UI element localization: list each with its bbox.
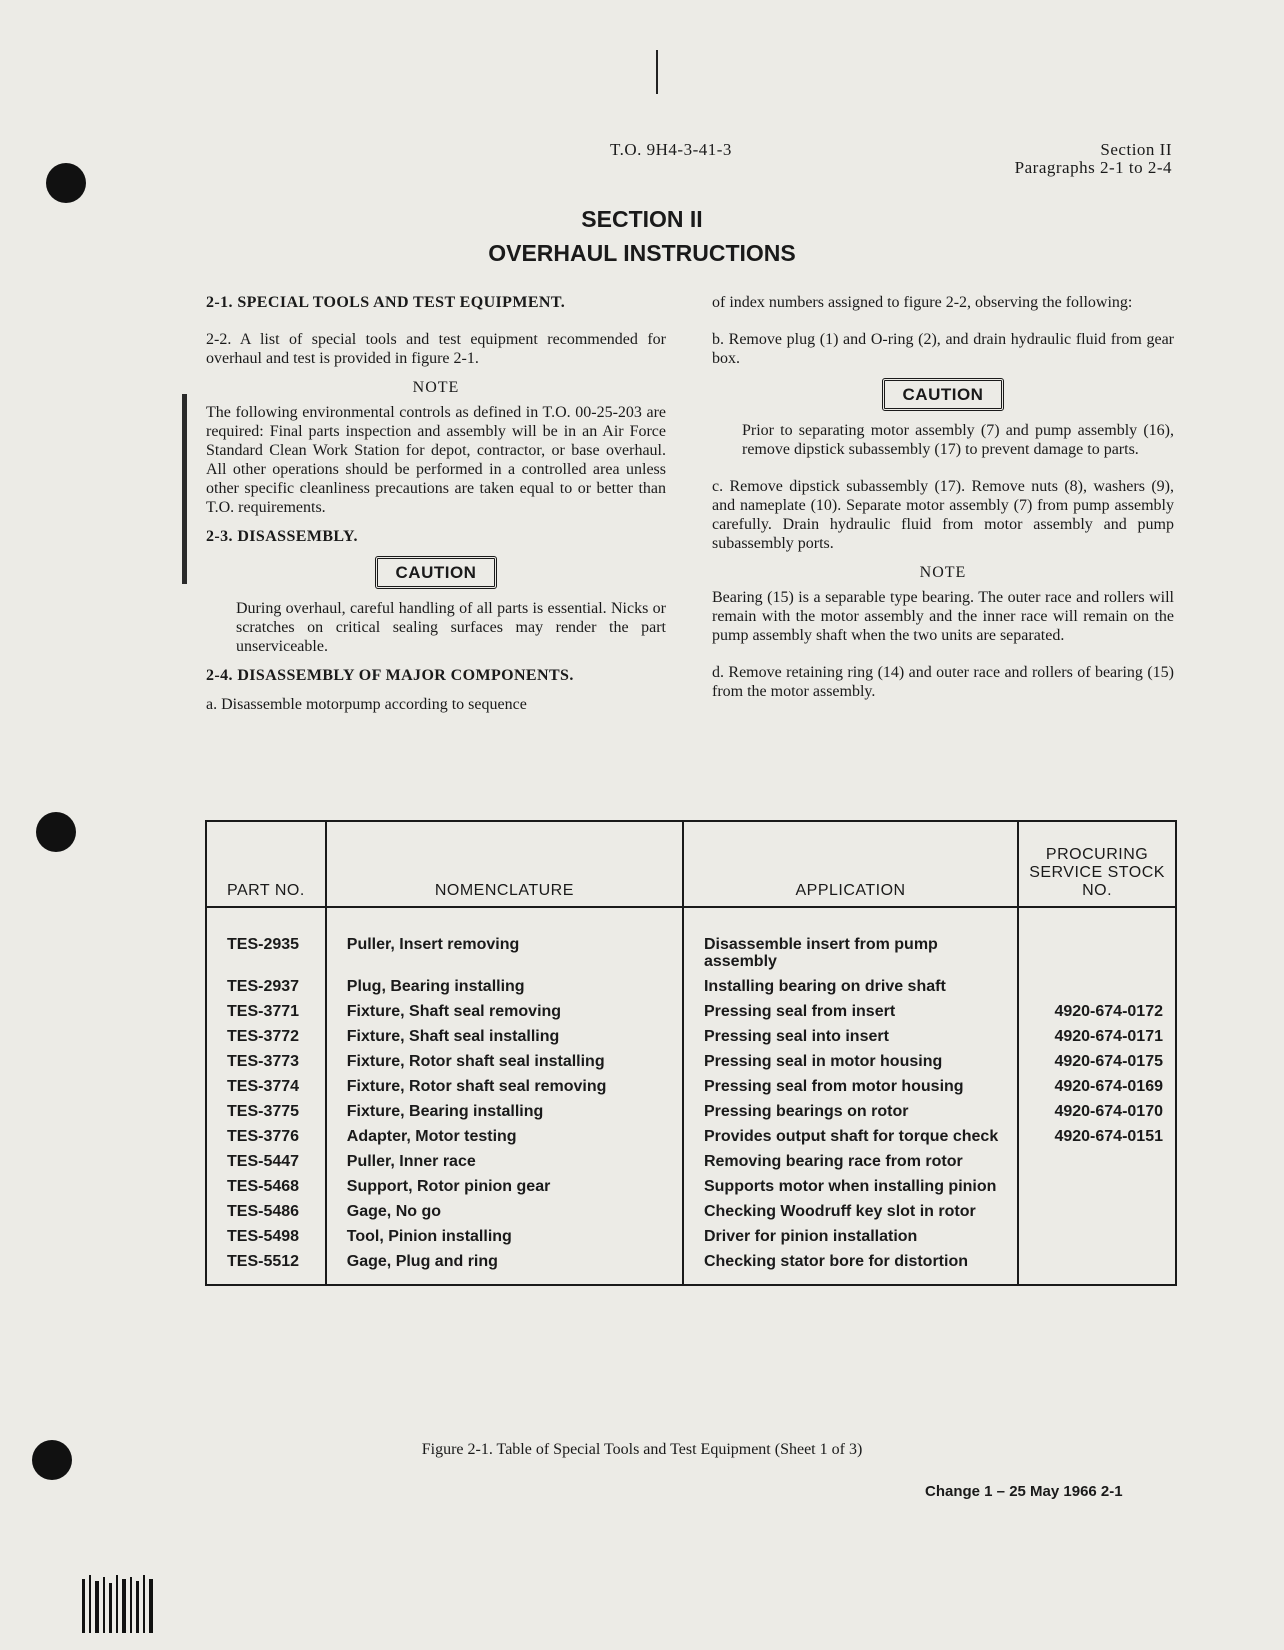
- part-no: TES-5512: [206, 1249, 326, 1285]
- heading-2-3: 2-3. DISASSEMBLY.: [206, 528, 358, 545]
- application: Pressing bearings on rotor: [683, 1099, 1018, 1124]
- left-column: [206, 293, 666, 724]
- caution-box: CAUTION: [882, 378, 1005, 411]
- nomenclature: Support, Rotor pinion gear: [326, 1174, 683, 1199]
- table-row: [206, 1199, 1176, 1224]
- note-text: The following environmental controls as defined in T.O. 00-25-203 are required: Final parts inspection and assembly will be in an Air Force Standard Clean Work Station for depot, contractor, or base overhaul. All other operations should be performed in a controlled area unless other specific cleanliness precautions are taken equal to or better than T.O. requirements.: [206, 404, 666, 516]
- paragraphs-label: Paragraphs 2-1 to 2-4: [1014, 158, 1172, 177]
- application: Disassemble insert from pump assembly: [683, 907, 1018, 974]
- part-no: TES-5447: [206, 1149, 326, 1174]
- part-no: TES-5468: [206, 1174, 326, 1199]
- stock-no: [1018, 1249, 1176, 1285]
- note-label: NOTE: [919, 564, 967, 581]
- application: Pressing seal into insert: [683, 1024, 1018, 1049]
- table-row: [206, 1049, 1176, 1074]
- table-row: [206, 1249, 1176, 1285]
- application: Driver for pinion installation: [683, 1224, 1018, 1249]
- margin-change-bar: [182, 394, 187, 584]
- section-label: Section II: [1100, 140, 1172, 159]
- column-header: PART NO.: [206, 821, 326, 907]
- change-footer: Change 1 – 25 May 1966 2-1: [925, 1483, 1123, 1500]
- paragraph-c: c. Remove dipstick subassembly (17). Remove nuts (8), washers (9), and nameplate (10). Separate motor assembly (7) from pump assembly carefully. Drain hydraulic fluid from motor assembly and pump subassembly ports.: [712, 478, 1174, 552]
- application: Supports motor when installing pinion: [683, 1174, 1018, 1199]
- caution-text: During overhaul, careful handling of all parts is essential. Nicks or scratches on critical sealing surfaces may render the part unserviceable.: [236, 600, 666, 655]
- nomenclature: Adapter, Motor testing: [326, 1124, 683, 1149]
- table-row: [206, 999, 1176, 1024]
- figure-caption: Figure 2-1. Table of Special Tools and Test Equipment (Sheet 1 of 3): [421, 1441, 863, 1458]
- part-no: TES-3774: [206, 1074, 326, 1099]
- application: Checking stator bore for distortion: [683, 1249, 1018, 1285]
- part-no: TES-5498: [206, 1224, 326, 1249]
- paragraph-2-2: 2-2. A list of special tools and test equipment recommended for overhaul and test is provided in figure 2-1.: [206, 331, 666, 367]
- punch-hole-middle: [36, 812, 76, 852]
- table-row: [206, 1024, 1176, 1049]
- stock-no: 4920-674-0175: [1054, 1053, 1163, 1070]
- part-no: TES-3776: [206, 1124, 326, 1149]
- stock-no: [1018, 1174, 1176, 1199]
- registration-mark: [656, 50, 658, 94]
- table-header-row: [206, 821, 1176, 907]
- table-row: [206, 974, 1176, 999]
- nomenclature: Tool, Pinion installing: [326, 1224, 683, 1249]
- application: Checking Woodruff key slot in rotor: [683, 1199, 1018, 1224]
- table-row: [206, 907, 1176, 974]
- nomenclature: Fixture, Bearing installing: [326, 1099, 683, 1124]
- note-text: Bearing (15) is a separable type bearing. The outer race and rollers will remain with the motor assembly and the inner race will remain on the pump assembly shaft when the two units are separated.: [712, 589, 1174, 644]
- table-row: [206, 1149, 1176, 1174]
- section-title: SECTION II: [581, 206, 703, 232]
- paragraph-a: a. Disassemble motorpump according to sequence: [206, 696, 527, 713]
- stock-no: [1018, 1149, 1176, 1174]
- stock-no: [1018, 974, 1176, 999]
- stock-no: [1018, 1224, 1176, 1249]
- part-no: TES-2937: [206, 974, 326, 999]
- part-no: TES-5486: [206, 1199, 326, 1224]
- table-row: [206, 1099, 1176, 1124]
- nomenclature: Gage, Plug and ring: [326, 1249, 683, 1285]
- paragraph-b: b. Remove plug (1) and O-ring (2), and drain hydraulic fluid from gear box.: [712, 331, 1174, 367]
- table-row: [206, 1174, 1176, 1199]
- nomenclature: Fixture, Shaft seal removing: [326, 999, 683, 1024]
- stock-no: 4920-674-0170: [1054, 1103, 1163, 1120]
- section-subtitle: OVERHAUL INSTRUCTIONS: [488, 240, 796, 266]
- stock-no: 4920-674-0169: [1054, 1078, 1163, 1095]
- part-no: TES-3772: [206, 1024, 326, 1049]
- note-label: NOTE: [412, 379, 460, 396]
- right-column: [712, 293, 1174, 711]
- stock-no: 4920-674-0151: [1054, 1128, 1163, 1145]
- stock-no: [1018, 1199, 1176, 1224]
- application: Pressing seal in motor housing: [683, 1049, 1018, 1074]
- to-number: T.O. 9H4-3-41-3: [610, 140, 732, 159]
- part-no: TES-3771: [206, 999, 326, 1024]
- column-header: PROCURING SERVICE STOCK NO.: [1018, 821, 1176, 907]
- nomenclature: Fixture, Rotor shaft seal removing: [326, 1074, 683, 1099]
- application: Installing bearing on drive shaft: [683, 974, 1018, 999]
- nomenclature: Plug, Bearing installing: [326, 974, 683, 999]
- application: Removing bearing race from rotor: [683, 1149, 1018, 1174]
- nomenclature: Puller, Inner race: [326, 1149, 683, 1174]
- part-no: TES-3775: [206, 1099, 326, 1124]
- heading-2-4: 2-4. DISASSEMBLY OF MAJOR COMPONENTS.: [206, 667, 574, 684]
- stock-no: [1018, 907, 1176, 974]
- barcode-mark: [80, 1575, 160, 1633]
- punch-hole-top: [46, 163, 86, 203]
- nomenclature: Fixture, Rotor shaft seal installing: [326, 1049, 683, 1074]
- table-row: [206, 1124, 1176, 1149]
- part-no: TES-2935: [206, 907, 326, 974]
- application: Pressing seal from insert: [683, 999, 1018, 1024]
- caution-text: Prior to separating motor assembly (7) and pump assembly (16), remove dipstick subassembly (17) to prevent damage to parts.: [742, 422, 1174, 458]
- column-header: APPLICATION: [683, 821, 1018, 907]
- table-row: [206, 1074, 1176, 1099]
- nomenclature: Fixture, Shaft seal installing: [326, 1024, 683, 1049]
- paragraph-a-continued: of index numbers assigned to figure 2-2, observing the following:: [712, 294, 1133, 311]
- part-no: TES-3773: [206, 1049, 326, 1074]
- caution-box: CAUTION: [375, 556, 498, 589]
- table-row: [206, 1224, 1176, 1249]
- application: Pressing seal from motor housing: [683, 1074, 1018, 1099]
- nomenclature: Gage, No go: [326, 1199, 683, 1224]
- stock-no: 4920-674-0172: [1054, 1003, 1163, 1020]
- paragraph-d: d. Remove retaining ring (14) and outer race and rollers of bearing (15) from the motor assembly.: [712, 664, 1174, 700]
- heading-2-1: 2-1. SPECIAL TOOLS AND TEST EQUIPMENT.: [206, 294, 566, 311]
- nomenclature: Puller, Insert removing: [326, 907, 683, 974]
- stock-no: 4920-674-0171: [1054, 1028, 1163, 1045]
- application: Provides output shaft for torque check: [683, 1124, 1018, 1149]
- column-header: NOMENCLATURE: [326, 821, 683, 907]
- special-tools-table: [205, 820, 1177, 1286]
